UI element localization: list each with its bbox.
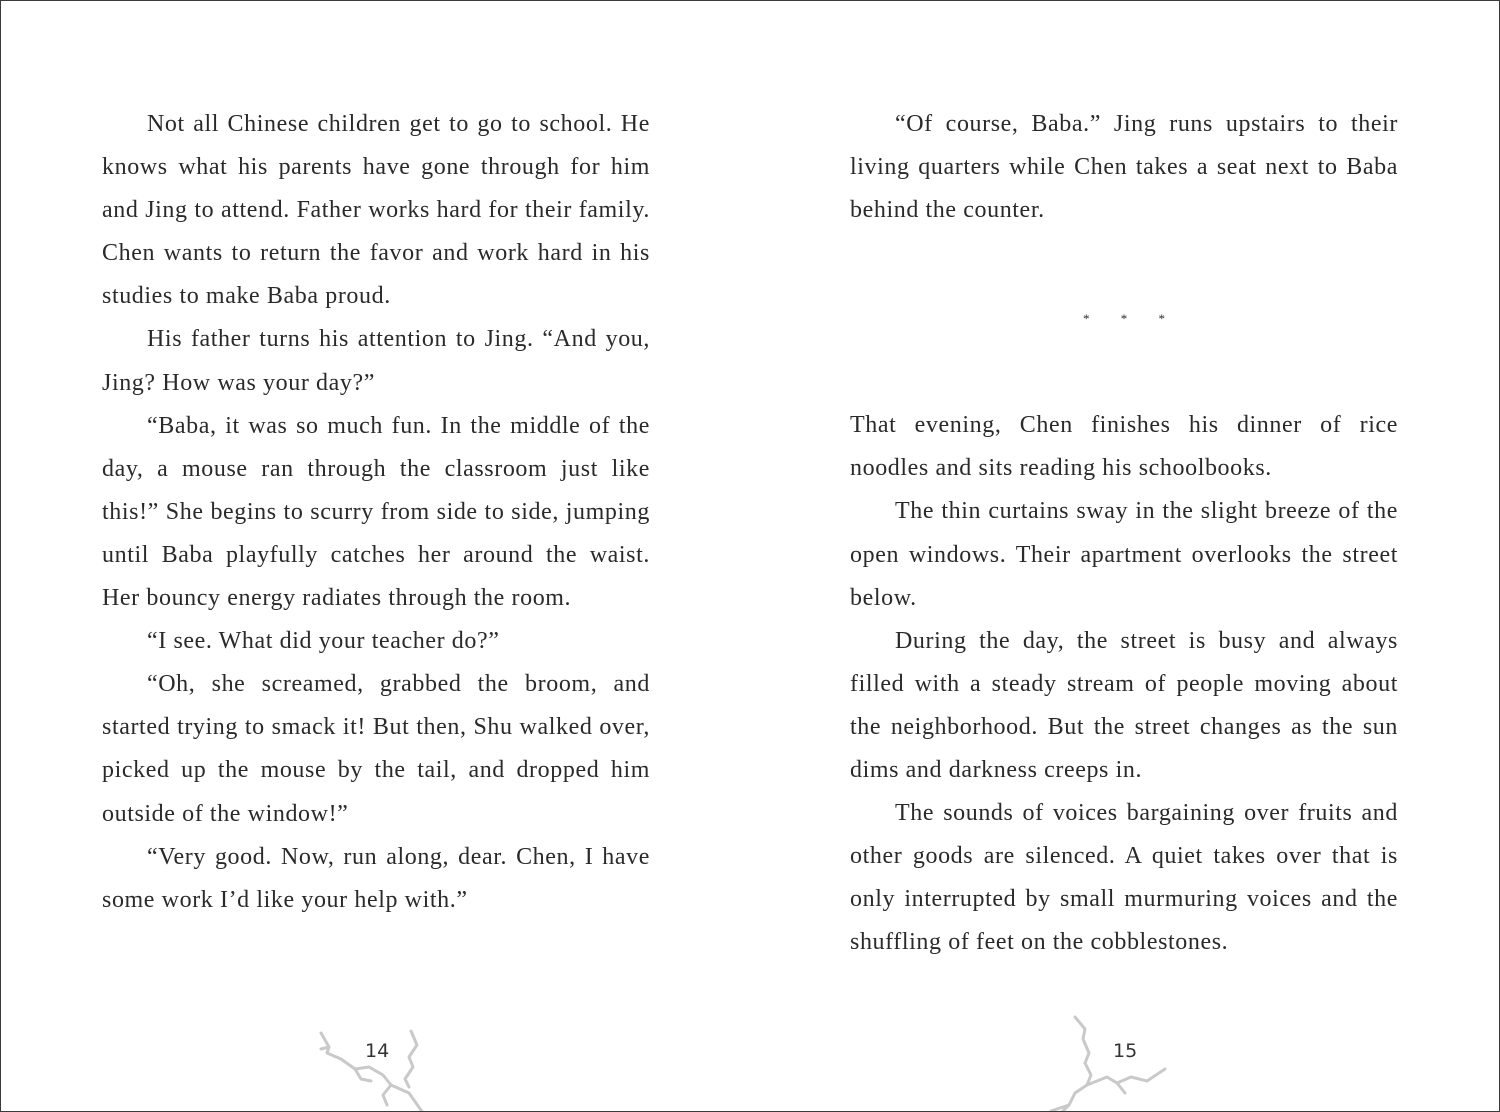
page-number: 15: [1113, 1040, 1138, 1062]
paragraph: “Baba, it was so much fun. In the middle of the day, a mouse ran through the classroom just like this!” She begins to scurry from side to side, jumping until Baba playfully catches her around the waist. Her bouncy energy radiates through the room.: [102, 412, 650, 612]
paragraph: “I see. What did your teacher do?”: [147, 628, 500, 655]
right-page: [850, 103, 1398, 965]
paragraph: The sounds of voices bargaining over fruits and other goods are silenced. A quiet takes over that is only interrupted by small murmuring voices and the shuffling of feet on the cobblestones.: [850, 800, 1398, 956]
paragraph: “Oh, she screamed, grabbed the broom, and started trying to smack it! But then, Shu walked over, picked up the mouse by the tail, and dropped him outside of the window!”: [102, 671, 650, 827]
crack-branch-icon: [313, 1023, 433, 1112]
paragraph: During the day, the street is busy and always filled with a steady stream of people moving about the neighborhood. But the street changes as the sun dims and darkness creeps in.: [850, 627, 1398, 784]
left-page: [102, 103, 650, 922]
paragraph: The thin curtains sway in the slight breeze of the open windows. Their apartment overlooks the street below.: [850, 498, 1398, 611]
paragraph: His father turns his attention to Jing. “And you, Jing? How was your day?”: [102, 326, 650, 396]
paragraph: “Of course, Baba.” Jing runs upstairs to their living quarters while Chen takes a seat next to Baba behind the counter.: [850, 111, 1398, 224]
paragraph: “Very good. Now, run along, dear. Chen, I have some work I’d like your help with.”: [102, 843, 650, 913]
paragraph: That evening, Chen finishes his dinner of rice noodles and sits reading his schoolbooks.: [850, 412, 1398, 482]
page-number: 14: [365, 1040, 390, 1062]
paragraph: Not all Chinese children get to go to school. He knows what his parents have gone through for him and Jing to attend. Father works hard for their family. Chen wants to return the favor and work hard in his studies to make Baba proud.: [102, 111, 650, 310]
crack-branch-icon: [1031, 1013, 1171, 1112]
scene-break: * * *: [1083, 310, 1179, 326]
